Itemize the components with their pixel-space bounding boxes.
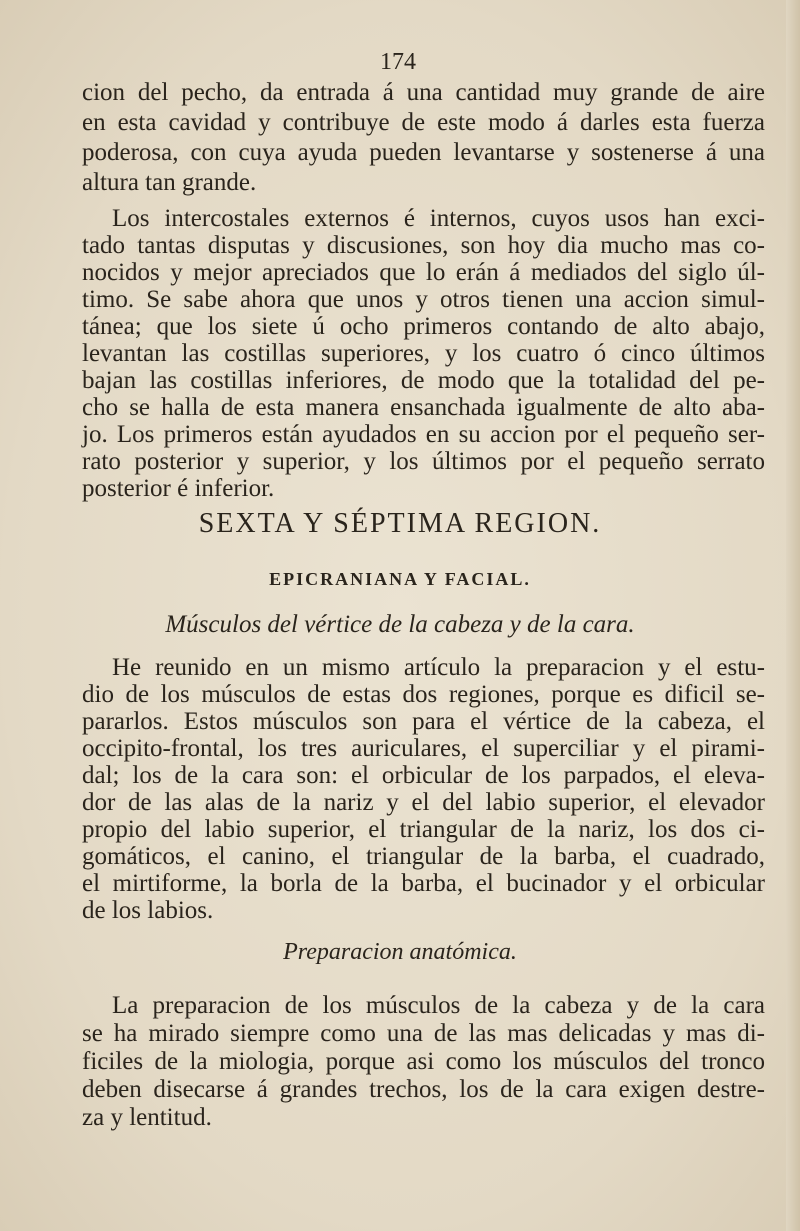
text-line: levantan las costillas superiores, y los cuatro ó cinco últimos [82,340,765,367]
section-caption: Músculos del vértice de la cabeza y de la cara. [165,611,635,638]
text-line: dor de las alas de la nariz y el del labio superior, el elevador [82,789,765,816]
text-line: cho se halla de esta manera ensanchada igualmente de alto aba- [82,394,765,421]
text-line: en esta cavidad y contribuye de este modo á darles esta fuerza [82,109,765,136]
section-title: SEXTA Y SÉPTIMA REGION. [198,508,602,539]
text-line: jo. Los primeros están ayudados en su accion por el pequeño ser- [82,421,765,448]
text-line: cion del pecho, da entrada á una cantidad muy grande de aire [82,79,765,106]
text-line: pararlos. Estos músculos son para el vértice de la cabeza, el [82,708,765,735]
text-line: He reunido en un mismo artículo la preparacion y el estu- [112,654,765,681]
text-line: ficiles de la miologia, porque asi como los músculos del tronco [82,1048,765,1075]
section-subtitle: EPICRANIANA Y FACIAL. [269,569,531,589]
text-line: timo. Se sabe ahora que unos y otros tienen una accion simul- [82,286,765,313]
page-number: 174 [380,49,416,75]
text-line: bajan las costillas inferiores, de modo que la totalidad del pe- [82,367,765,394]
text-line: deben disecarse á grandes trechos, los de la cara exigen destre- [82,1076,765,1103]
text-line: propio del labio superior, el triangular de la nariz, los dos ci- [82,816,765,843]
text-line: dio de los músculos de estas dos regiones, porque es dificil se- [82,681,765,708]
text-line: tado tantas disputas y discusiones, son hoy dia mucho mas co- [82,232,765,259]
text-line: dal; los de la cara son: el orbicular de los parpados, el eleva- [82,762,765,789]
text-line: de los labios. [82,897,214,924]
text-line: Los intercostales externos é internos, cuyos usos han exci- [112,205,765,232]
text-line: nocidos y mejor apreciados que lo erán á mediados del siglo úl- [82,259,765,286]
text-line: tánea; que los siete ú ocho primeros contando de alto abajo, [82,313,765,340]
text-line: occipito-frontal, los tres auriculares, el superciliar y el pirami- [82,735,765,762]
text-line: posterior é inferior. [82,475,275,502]
subheading: Preparacion anatómica. [283,939,517,965]
text-line: za y lentitud. [82,1104,212,1131]
text-line: gomáticos, el canino, el triangular de la barba, el cuadrado, [82,843,765,870]
text-line: el mirtiforme, la borla de la barba, el bucinador y el orbicular [82,870,765,897]
text-line: altura tan grande. [82,169,257,196]
text-line: rato posterior y superior, y los últimos por el pequeño serrato [82,448,765,475]
text-line: poderosa, con cuya ayuda pueden levantarse y sostenerse á una [82,139,765,166]
text-line: La preparacion de los músculos de la cabeza y de la cara [112,992,765,1019]
text-line: se ha mirado siempre como una de las mas delicadas y mas di- [82,1020,765,1047]
